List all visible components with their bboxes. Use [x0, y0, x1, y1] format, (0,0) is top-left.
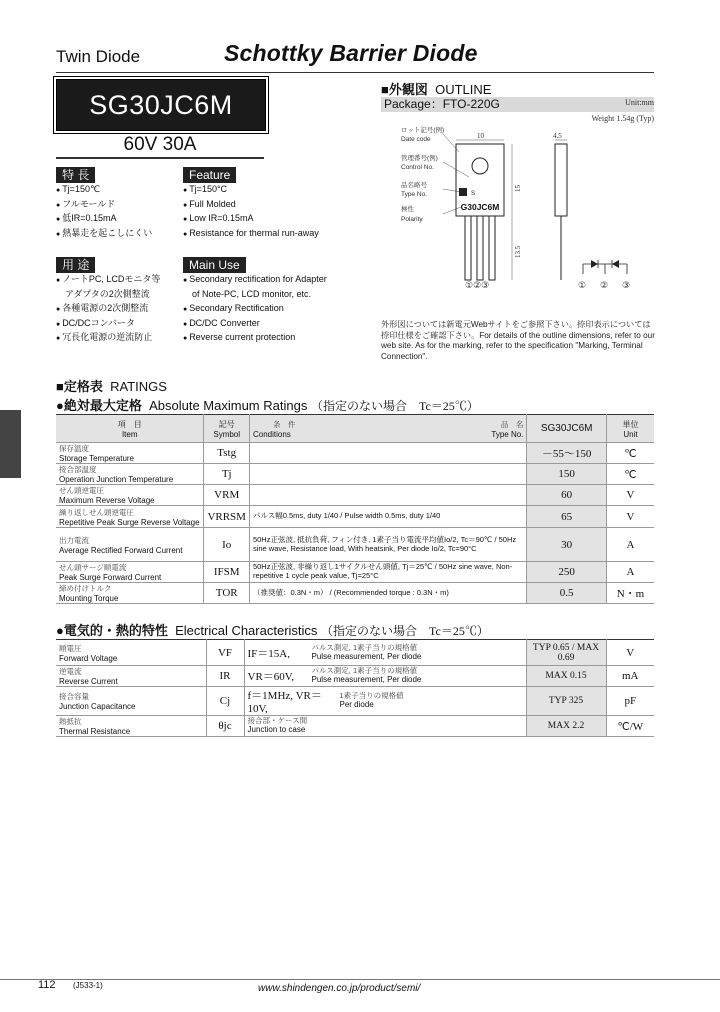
- list-item: ● Tj=150℃: [56, 183, 152, 198]
- list-item: ● DC/DC Converter: [183, 317, 327, 332]
- list-item: ● Resistance for thermal run-away: [183, 227, 319, 242]
- package-label: Package：FTO-220G: [384, 97, 500, 111]
- pin-numbers: ①②③: [465, 280, 490, 290]
- weight-note: Weight 1.54g (Typ): [591, 114, 654, 123]
- label-control-en: Control No.: [401, 164, 434, 171]
- list-item: ● Full Molded: [183, 198, 319, 213]
- page-title: Schottky Barrier Diode: [224, 40, 478, 66]
- label-type: 品名略号: [401, 182, 427, 189]
- voltage-current-rating: 60V 30A: [123, 134, 197, 155]
- list-item: ● Low IR=0.15mA: [183, 212, 319, 227]
- footer-divider: [0, 979, 720, 980]
- category-label: Twin Diode: [56, 47, 141, 66]
- table-row: 繰り返しせん頭逆電圧 Repetitive Peak Surge Reverse Voltage VRRSM パルス幅0.5ms, duty 1/40 / Pulse width 0.5ms, duty 1/40 65 V: [56, 506, 654, 528]
- list-item: ● 熱暴走を起こしにくい: [56, 227, 152, 242]
- table-row: 締め付けトルク Mounting Torque TOR （推奨値：0.3N・m） / (Recommended torque : 0.3N・m) 0.5 N・m: [56, 583, 654, 604]
- feature-jp-list: [56, 183, 152, 241]
- list-item: ● ノートPC, LCDモニタ等: [56, 273, 160, 288]
- dim-body: 15: [514, 185, 522, 192]
- part-number-box: [56, 79, 266, 131]
- list-item: ● 低IR=0.15mA: [56, 212, 152, 227]
- table-row: せん頭サージ順電流 Peak Surge Forward Current IFSM 50Hz正弦波, 非繰り返し1サイクルせん頭値, Tj＝25℃ / 50Hz sine wave, Non-repetitive 1 cycle peak value, Tj=25°C 250 A: [56, 562, 654, 583]
- list-item: ● フルモールド: [56, 198, 152, 213]
- list-item: ● 冗長化電源の逆流防止: [56, 331, 160, 346]
- table-row: 保存温度 Storage Temperature Tstg －55～150 ℃: [56, 443, 654, 464]
- label-date-code: Date code: [401, 136, 431, 143]
- ratings-heading: ■定格表 RATINGS: [56, 379, 167, 394]
- use-en-list: [183, 273, 327, 346]
- rating-divider: [56, 157, 264, 159]
- pin-1: ①: [578, 280, 587, 290]
- table-row: 接合容量 Junction Capacitance Cj f＝1MHz, VR＝10V, 1素子当りの規格値 Per diode TYP 325 pF: [56, 687, 654, 716]
- pin-3: ③: [622, 280, 631, 290]
- page-number: 112: [38, 979, 56, 991]
- dim-width: 10: [477, 132, 484, 140]
- use-en-tag: Main Use: [183, 257, 246, 273]
- list-item: アダプタの2次側整流: [65, 288, 150, 299]
- outline-note: 外形図については新電元Webサイトをご参照下さい。捺印表示については捺印仕様をご確認下さい。For details of the outline dimensions, refer to our web site. As for the marking, refer to the specification "Marking, Terminal Connection".: [381, 320, 655, 361]
- list-item: of Note-PC, LCD monitor, etc.: [192, 288, 312, 299]
- section-tab: [0, 410, 21, 478]
- marking-text: G30JC6M: [460, 202, 500, 212]
- pin-2: ②: [600, 280, 609, 290]
- table-row: 出力電流 Average Rectified Forward Current Io 50Hz正弦波, 抵抗負荷, フィン付き, 1素子当り電流平均値Io/2, Tc＝90℃ / 50Hz sine wave, Resistance load, With heatsink, Per diode Io/2, Tc=90°C 30 A: [56, 528, 654, 562]
- feature-jp-tag: 特 長: [56, 167, 95, 183]
- label-lot: ロット記号(例): [401, 127, 445, 134]
- feature-en-list: [183, 183, 319, 241]
- list-item: ● Reverse current protection: [183, 331, 327, 346]
- table-header: 項 目 Item 記号 Symbol 条 件 Conditions 品 名 Type No. SG30JC6M 単位 Unit: [56, 415, 654, 443]
- table-row: 接合部温度 Operation Junction Temperature Tj 150 ℃: [56, 464, 654, 485]
- table-row: 熱抵抗 Thermal Resistance θjc 接合部・ケース間 Junction to case MAX 2.2 ℃/W: [56, 716, 654, 737]
- website-link[interactable]: www.shindengen.co.jp/product/semi/: [258, 983, 421, 994]
- outline-heading: ■外観図 OUTLINE: [381, 82, 492, 97]
- list-item: ● Secondary rectification for Adapter: [183, 273, 327, 288]
- part-number: SG30JC6M: [89, 90, 233, 120]
- feature-en-tag: Feature: [183, 167, 236, 183]
- list-item: ● Tj=150°C: [183, 183, 319, 198]
- table-row: せん頭逆電圧 Maximum Reverse Voltage VRM 60 V: [56, 485, 654, 506]
- unit-note: Unit:mm: [625, 98, 654, 107]
- table-row: 順電圧 Forward Voltage VF IF＝15A, パルス測定, 1素子当りの規格値 Pulse measurement, Per diode TYP 0.65 / MAX 0.69 V: [56, 640, 654, 666]
- list-item: ● Secondary Rectification: [183, 302, 327, 317]
- label-control: 管理番号(例): [401, 155, 438, 162]
- use-jp-tag: 用 途: [56, 257, 95, 273]
- doc-code: (J533-1): [73, 981, 103, 990]
- elec-heading: ●電気的・熱的特性 Electrical Characteristics （指定のない場合 Tc＝25℃）: [56, 623, 489, 638]
- svg-text:S: S: [471, 191, 476, 197]
- dim-lead: 13.5: [514, 245, 522, 258]
- label-polarity-en: Polarity: [401, 216, 423, 223]
- label-polarity: 極性: [401, 206, 414, 213]
- outline-drawing: [381, 122, 656, 318]
- list-item: ● DC/DCコンバータ: [56, 317, 160, 332]
- dim-thickness: 4.5: [553, 132, 562, 140]
- abs-max-table: [56, 414, 654, 604]
- abs-max-heading: ●絶対最大定格 Absolute Maximum Ratings （指定のない場合 Tc＝25℃）: [56, 398, 479, 413]
- list-item: ● 各種電源の2次側整流: [56, 302, 160, 317]
- use-jp-list: [56, 273, 160, 346]
- label-type-en: Type No.: [401, 191, 428, 198]
- table-row: 逆電流 Reverse Current IR VR＝60V, パルス測定, 1素子当りの規格値 Pulse measurement, Per diode MAX 0.15 mA: [56, 666, 654, 687]
- elec-table: [56, 639, 654, 737]
- header-divider: [56, 72, 654, 73]
